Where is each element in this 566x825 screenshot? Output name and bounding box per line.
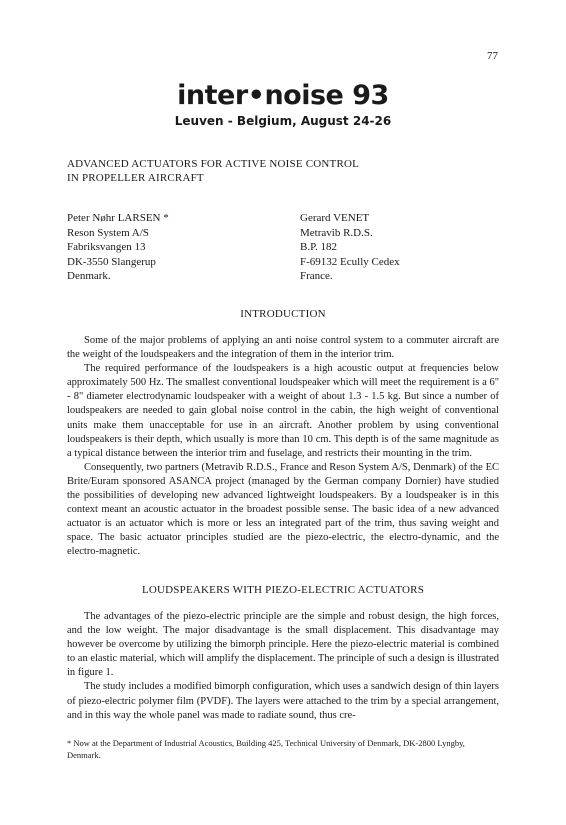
paragraph: Consequently, two partners (Metravib R.D.S., France and Reson System A/S, Denmark) of the EC Brite/Euram sponsored ASANCA project (managed by the German company Dornier) have studied the possibilities of developing new advanced lightweight loudspeakers. By a loudspeaker is in this context meant an acoustic actuator in the broadest possible sense. The basic idea of a new advanced actuator is an actuator which is more or less an integrated part of the trim, thus saving weight and space. The basic actuator principles studied are the piezo-electric, the electro-dynamic, and the electro-magnetic.: [67, 461, 499, 558]
author-line: Peter Nøhr LARSEN *: [67, 212, 169, 224]
paragraph: The study includes a modified bimorph configuration, which uses a sandwich design of thin layers of piezo-electric polymer film (PVDF). The layers were attached to the trim by a special arrangement, and in this way the whole panel was made to radiate sound, thus cre-: [67, 681, 499, 721]
author-line: F-69132 Ecully Cedex: [300, 255, 400, 268]
author-line: Denmark.: [67, 270, 111, 282]
footnote: * Now at the Department of Industrial Acoustics, Building 425, Technical University of Denmark, DK-2800 Lyngby, Denmark.: [67, 738, 465, 760]
author-line: Gerard VENET: [300, 212, 370, 224]
author-line: DK-3550 Slangerup: [67, 255, 156, 268]
section-heading-piezo: LOUDSPEAKERS WITH PIEZO-ELECTRIC ACTUATORS: [141, 584, 425, 596]
author-line: Reson System A/S: [67, 226, 149, 239]
page-number: 77: [487, 50, 498, 62]
paragraph: Some of the major problems of applying an anti noise control system to a commuter aircraft are the weight of the loudspeakers and the integration of them in the interior trim.: [67, 335, 499, 361]
paragraph: The advantages of the piezo-electric principle are the simple and robust design, the high forces, and the low weight. The major disadvantage is the small displacement. This disadvantage may however be overcome by utilizing the bimorph principle. Here the piezo-electric material is combined to an elastic material, which will amplify the displacement. The principle of such a design is illustrated in figure 1.: [67, 611, 499, 679]
section-heading-introduction: INTRODUCTION: [240, 308, 326, 320]
paper-title: [67, 157, 359, 185]
piezo-body: [67, 610, 499, 723]
author-line: Fabriksvangen 13: [67, 241, 146, 253]
paper-title-line-1: ADVANCED ACTUATORS FOR ACTIVE NOISE CONTROL: [67, 158, 360, 170]
conference-logo: inter•noise 93: [177, 80, 389, 111]
paragraph: The required performance of the loudspeakers is a high acoustic output at frequencies below approximately 500 Hz. The smallest conventional loudspeaker which will meet the requirement is a 6" - 8" diameter electrodynamic loudspeaker with a weight of about 1.3 - 1.5 kg. But since a number of loudspeakers are needed to gain global noise control in the cabin, the high weight of conventional units make them unacceptable for use in an aircraft. Another problem by using conventional loudspeakers is their depth, which usually is more than 10 cm. This depth is of the same magnitude as a typical distance between the interior trim and fuselage, and restricts their mounting in the trim.: [67, 363, 499, 459]
author-block-right: [300, 211, 400, 284]
conference-subtitle: Leuven - Belgium, August 24-26: [174, 114, 392, 128]
author-line: B.P. 182: [300, 241, 337, 253]
author-block-left: [67, 211, 169, 284]
introduction-body: [67, 334, 499, 560]
author-line: Metravib R.D.S.: [300, 226, 373, 239]
paper-title-line-2: IN PROPELLER AIRCRAFT: [67, 172, 204, 184]
author-line: France.: [300, 270, 333, 282]
